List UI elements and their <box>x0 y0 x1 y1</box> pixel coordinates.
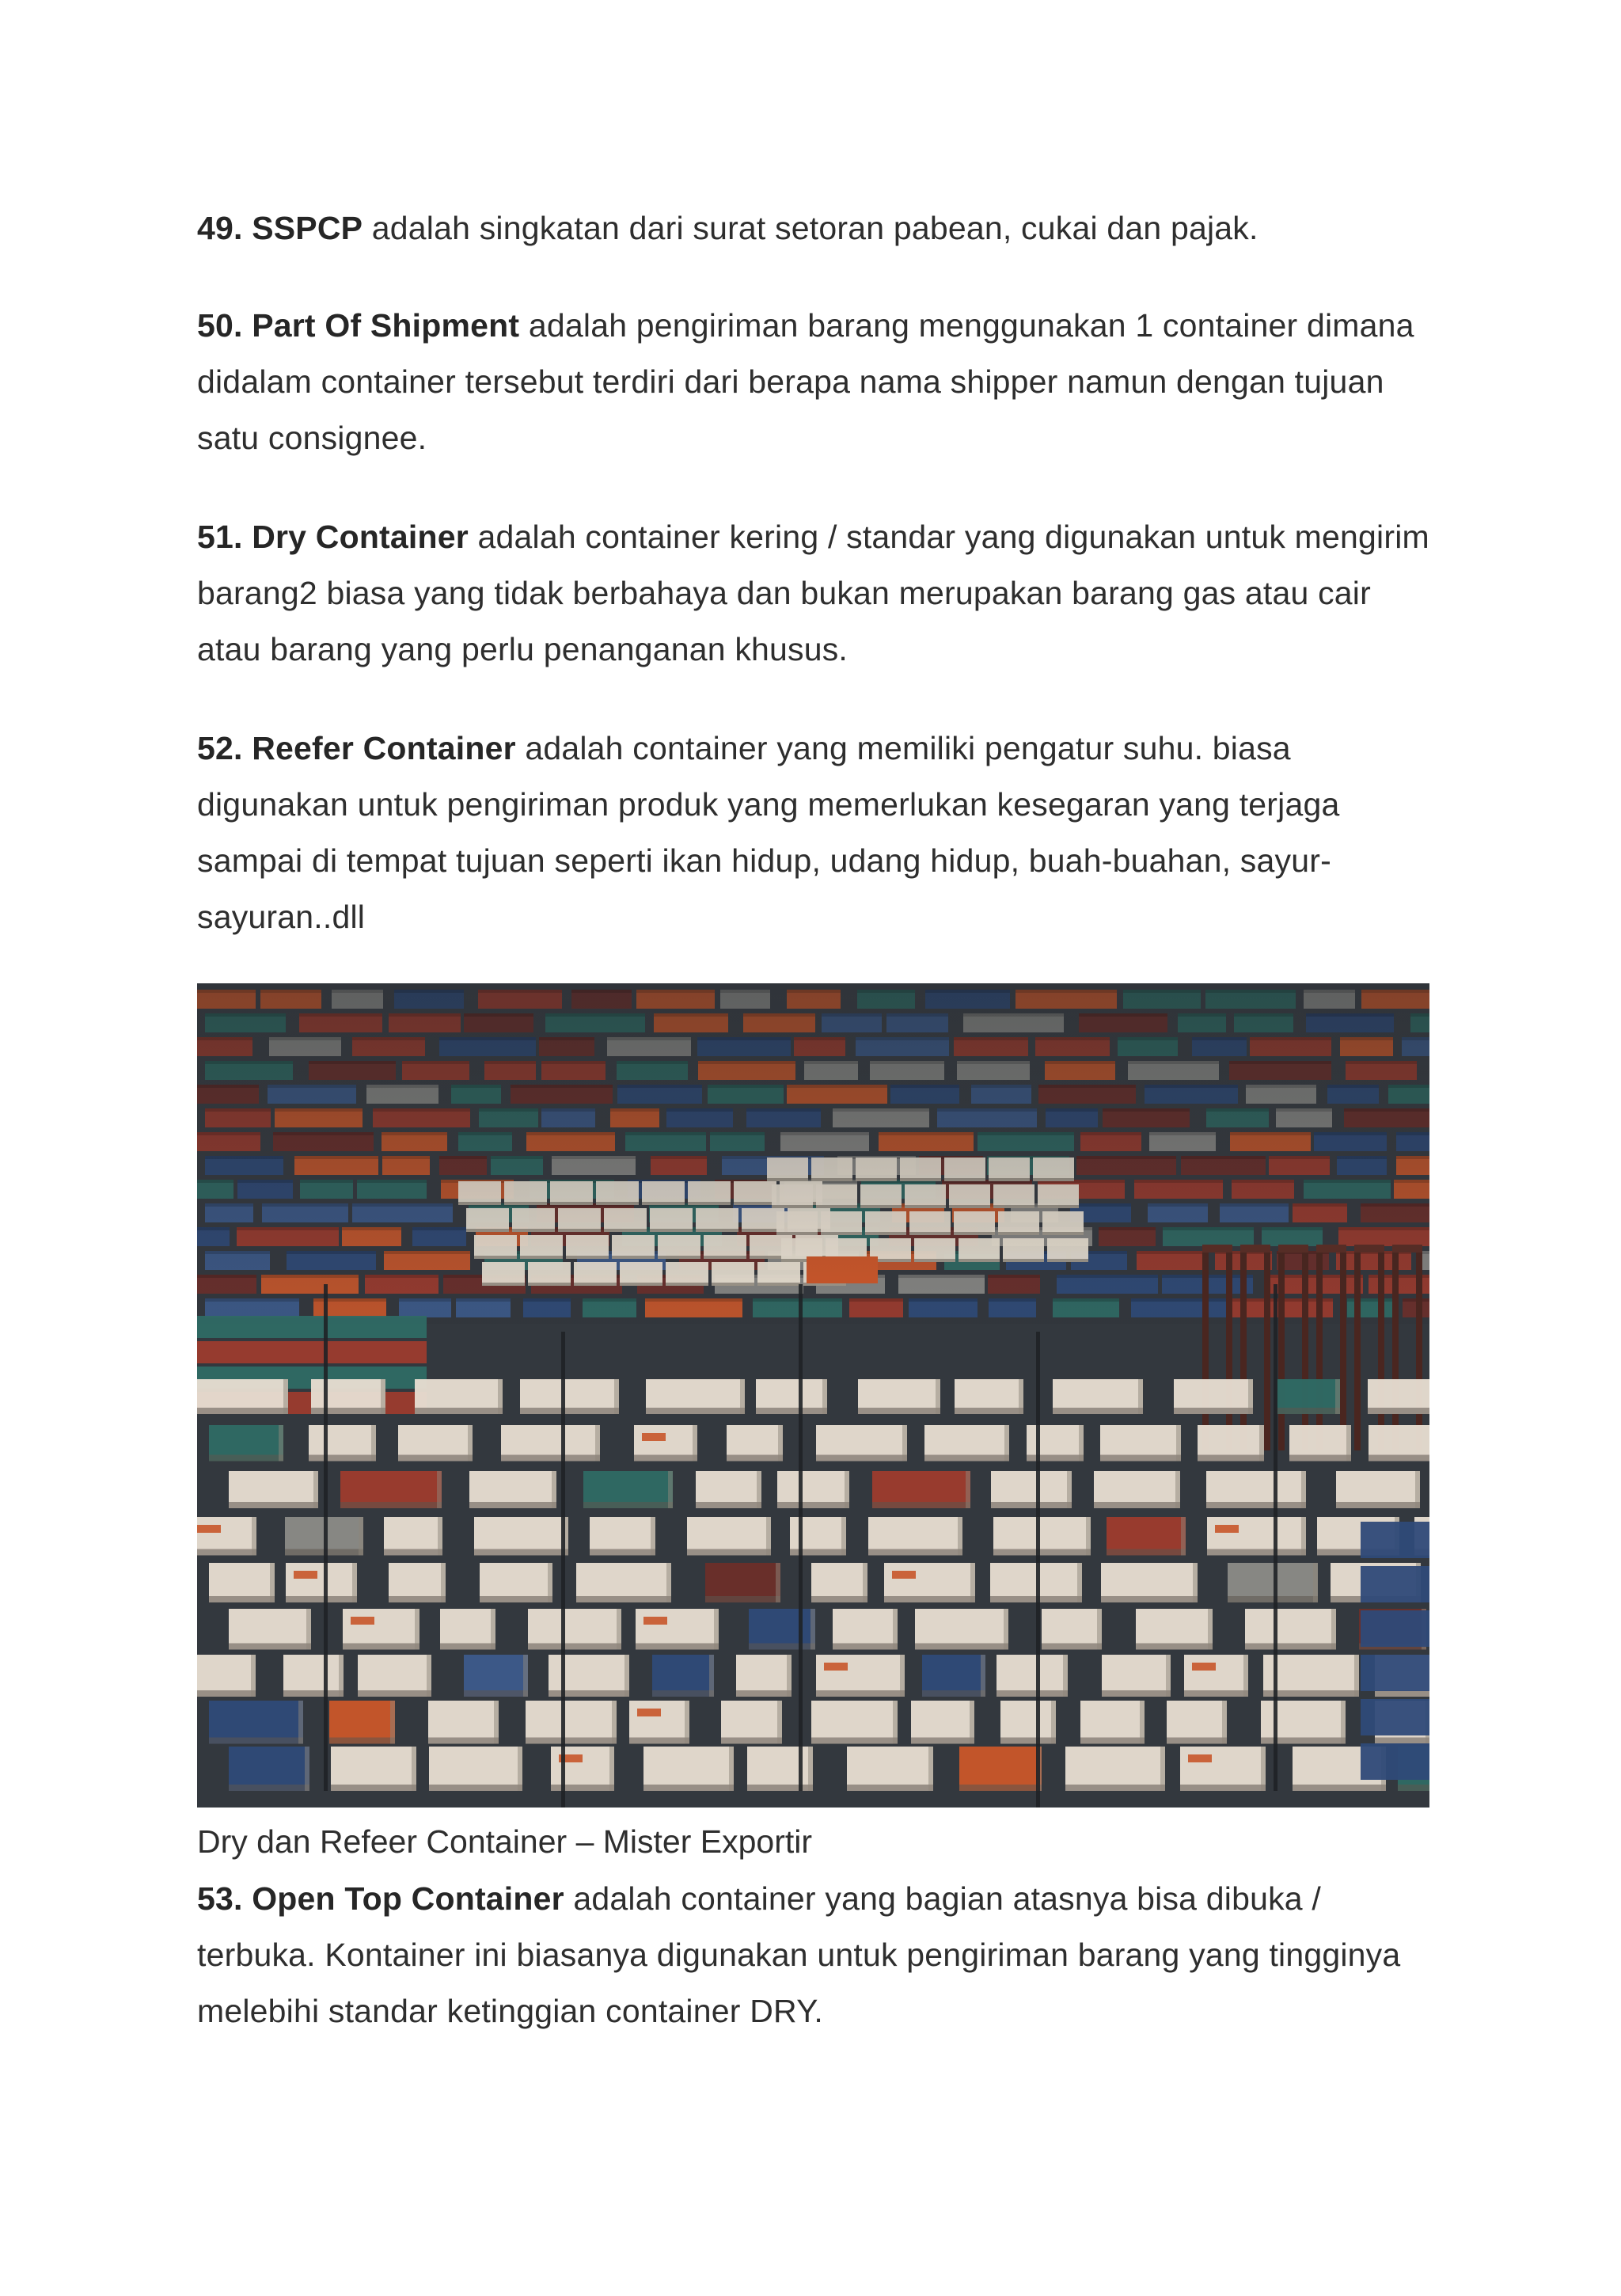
item-51 <box>197 509 1432 678</box>
figure-caption: Dry dan Refeer Container – Mister Exportir <box>197 1823 813 1860</box>
item-50-text: adalah pengiriman barang menggunakan 1 container dimana didalam container tersebut terdiri dari berapa nama shipper namun dengan tujuan satu consignee. <box>197 307 1414 456</box>
container-yard-illustration <box>197 983 1429 1808</box>
item-52 <box>197 720 1432 945</box>
item-51-text: adalah container kering / standar yang digunakan untuk mengirim barang2 biasa yang tidak berbahaya dan bukan merupakan barang gas atau cair atau barang yang perlu penanganan khusus. <box>197 519 1429 667</box>
item-49-text: adalah singkatan dari surat setoran pabean, cukai dan pajak. <box>363 210 1258 246</box>
container-port-photo <box>197 983 1429 1808</box>
item-53-term: 53. Open Top Container <box>197 1880 564 1917</box>
item-53 <box>197 1871 1432 2039</box>
item-51-term: 51. Dry Container <box>197 519 469 555</box>
item-52-text: adalah container yang memiliki pengatur suhu. biasa digunakan untuk pengiriman produk yang memerlukan kesegaran yang terjaga sampai di tempat tujuan seperti ikan hidup, udang hidup, buah-buahan, sayur-sayuran..dll <box>197 730 1340 935</box>
item-49 <box>197 200 1432 257</box>
item-53-text: adalah container yang bagian atasnya bisa dibuka / terbuka. Kontainer ini biasanya digunakan untuk pengiriman barang yang tingginya melebihi standar ketinggian container DRY. <box>197 1880 1401 2029</box>
item-50 <box>197 298 1432 466</box>
item-52-term: 52. Reefer Container <box>197 730 516 766</box>
item-50-term: 50. Part Of Shipment <box>197 307 520 344</box>
item-49-term: 49. SSPCP <box>197 210 363 246</box>
